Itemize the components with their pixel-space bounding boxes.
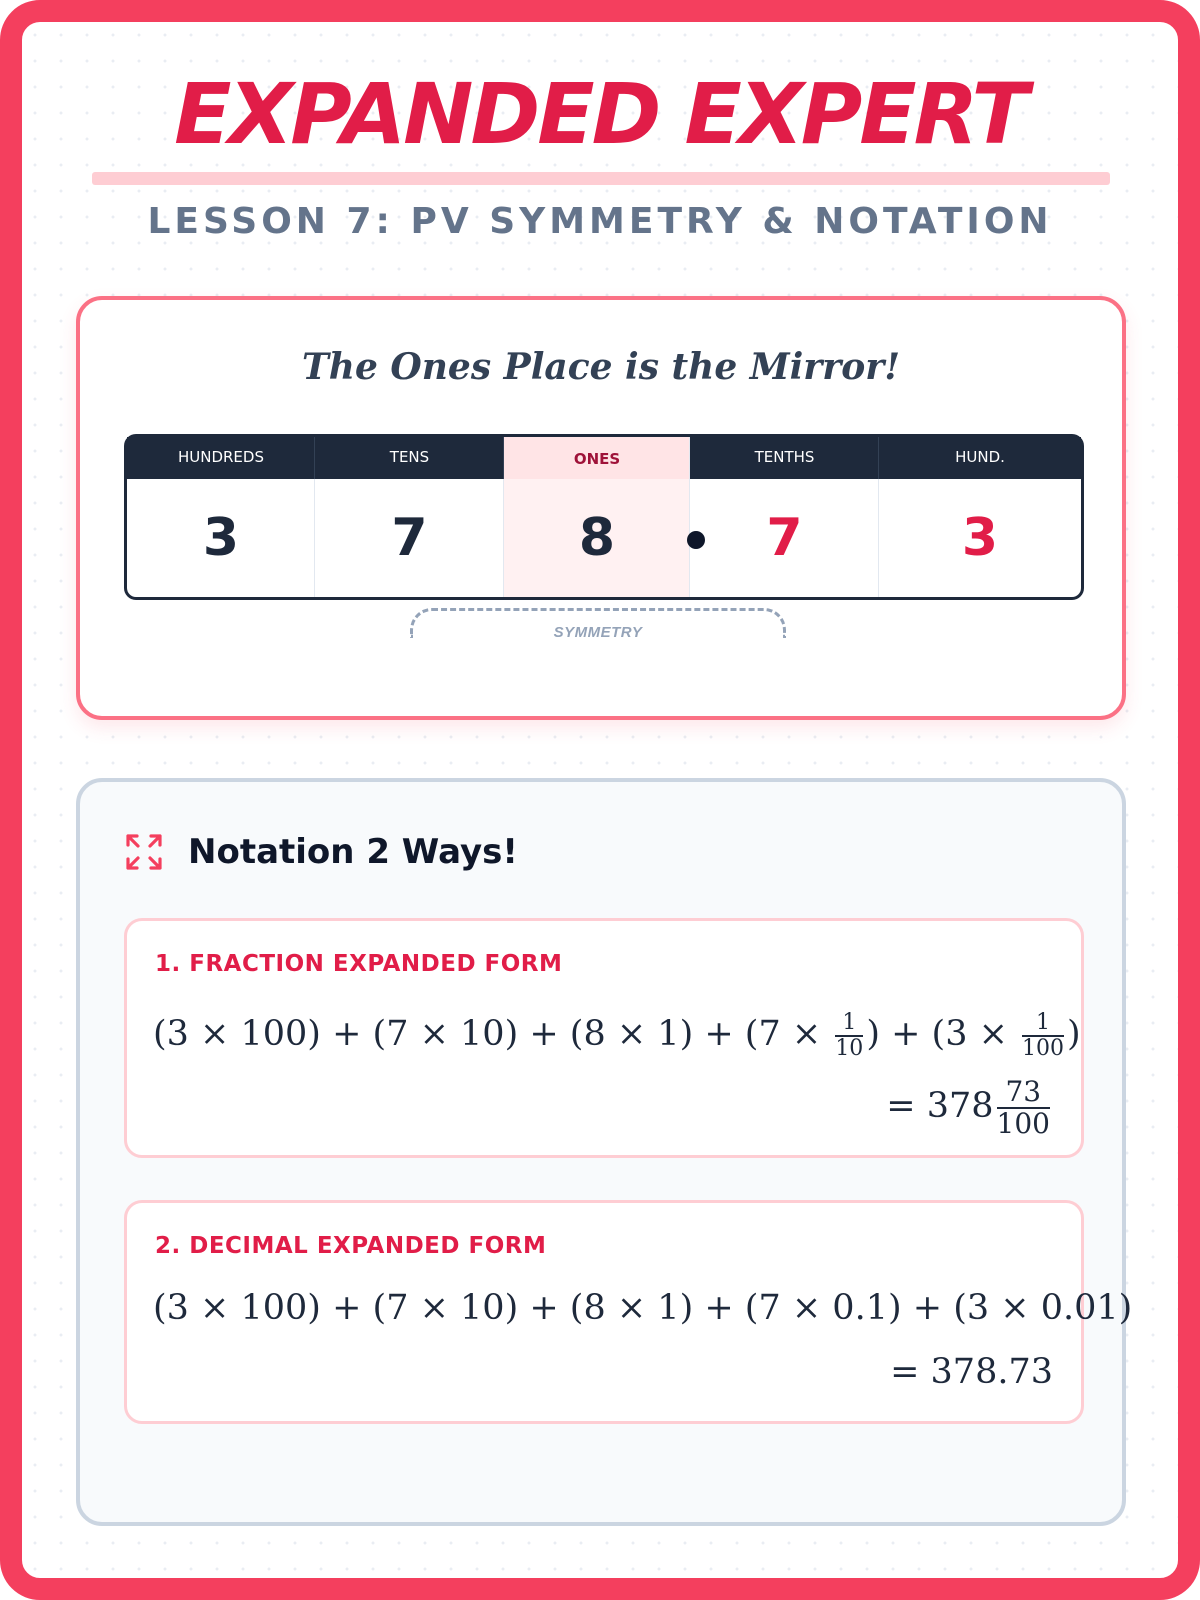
expand-arrows-icon bbox=[124, 832, 164, 872]
expression-part: ) + (3 × bbox=[866, 1014, 1020, 1054]
pv-label-tens: TENS bbox=[389, 448, 430, 466]
pv-label-ones: ONES bbox=[573, 450, 621, 468]
decimal-form-label: 2. DECIMAL EXPANDED FORM bbox=[155, 1233, 547, 1259]
pv-column-tens bbox=[315, 437, 504, 597]
result-fraction bbox=[997, 1077, 1050, 1138]
symmetry-label: SYMMETRY bbox=[553, 624, 643, 641]
fraction-numerator: 73 bbox=[997, 1077, 1050, 1108]
fraction-numerator: 1 bbox=[835, 1011, 863, 1036]
title-underline bbox=[92, 172, 1110, 185]
page-title: EXPANDED EXPERT bbox=[174, 65, 1026, 163]
pv-digit-tens: 7 bbox=[391, 508, 428, 568]
fraction-numerator: 1 bbox=[1022, 1011, 1064, 1036]
fraction-one-hundredth bbox=[1022, 1011, 1064, 1059]
fraction-form-expression bbox=[153, 999, 1081, 1069]
fraction-denominator: 100 bbox=[1022, 1035, 1065, 1061]
pv-label-hundredths: HUND. bbox=[955, 448, 1005, 466]
pv-digit-hundreds: 3 bbox=[202, 508, 240, 568]
place-value-table bbox=[124, 434, 1084, 600]
decimal-form-box bbox=[124, 1200, 1133, 1424]
mirror-card bbox=[76, 296, 1126, 720]
decimal-form-expression: (3 × 100) + (7 × 10) + (8 × 1) + (7 × 0.1) + (3 × 0.01) bbox=[153, 1288, 1133, 1328]
fraction-denominator: 10 bbox=[835, 1035, 864, 1061]
notation-card-title: Notation 2 Ways! bbox=[188, 832, 518, 872]
pv-column-ones bbox=[504, 437, 690, 597]
result-whole: = 378 bbox=[886, 1086, 994, 1126]
pv-digit-hundredths: 3 bbox=[961, 508, 999, 568]
expression-part: (3 × 100) + (7 × 10) + (8 × 1) + (7 × bbox=[153, 1014, 833, 1054]
decimal-form-result: = 378.73 bbox=[890, 1352, 1053, 1392]
mirror-card-title: The Ones Place is the Mirror! bbox=[301, 346, 901, 388]
pv-digit-ones: 8 bbox=[578, 508, 616, 568]
pv-column-hundreds bbox=[127, 437, 315, 597]
notation-card bbox=[76, 778, 1133, 1526]
decimal-point bbox=[687, 531, 705, 549]
fraction-form-result bbox=[153, 1071, 1053, 1141]
pv-column-hundredths bbox=[879, 437, 1081, 597]
pv-label-hundreds: HUNDREDS bbox=[177, 448, 264, 466]
page-subtitle: LESSON 7: PV SYMMETRY & NOTATION bbox=[147, 201, 1053, 242]
fraction-denominator: 100 bbox=[996, 1106, 1050, 1140]
pv-digit-tenths: 7 bbox=[766, 508, 803, 568]
fraction-one-tenth bbox=[835, 1011, 863, 1059]
pv-label-tenths: TENTHS bbox=[754, 448, 815, 466]
fraction-form-box bbox=[124, 918, 1084, 1158]
pv-column-tenths bbox=[690, 437, 879, 597]
fraction-form-label: 1. FRACTION EXPANDED FORM bbox=[155, 951, 563, 977]
expression-part: ) bbox=[1067, 1014, 1081, 1054]
